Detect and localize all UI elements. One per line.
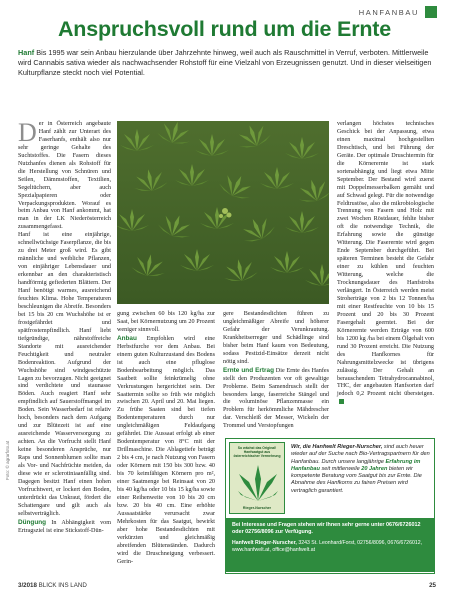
headline: Anspruchsvoll rund um die Ernte (57, 17, 392, 41)
harvest-text: Die Ernte des Hanfes stellt den Produzenten vor oft gewaltige Probleme. Beim Samendrusch stellt der besonders lange, faserreiche Stängel und die voluminöse Pflanzenmasse ein Problem für herkömmliche Mähdrescher dar. Verschleiß der Messer, Wickeln der Trommel und Verstopfungen (223, 367, 329, 430)
ad-company-intro: Wir, die Hanfwelt Rieger-Nurscher, (291, 444, 383, 450)
harvest-continued-text: verlangen höchstes technisches Geschick bei der Anpassung, etwa einen maximal hochgestellten Dreschtisch, und bei Führung der Geräte. Der optimale Druschtermin für die Körnerernte ist stark sortenabhängig und liegt etwa Mitte September. Der Bestand wird zuerst mit Doppelmesserbalken gemäht und auf Schwad gelegt. Für die notwendige Feldtrustöse, also die mikrobiologische Trennung von Fasern und Holz mit zwei Wochen Röstdauer, fehlte bisher oft die notwendige Technik, die Erfahrung sowie die günstige Witterung. Die Faserernte wird gegen Ende September durchgeführt. Bei späteren Terminen besteht die Gefahr einer zu kühlen und feuchten Witterung, welche die Trocknungsdauer des Hanfstrohs verlängert. In Österreich werden meist Stroherträge von 2 bis 12 Tonnen/ha mit einer Restfeuchte von 10 bis 15 Prozent und 20 bis 30 Prozent Fasergehalt geerntet. Bei der Körnerernte werden Erträge von 600 bis 1200 kg /ha bei einem Ölgehalt von rund 30 Prozent erreicht. Die Nutzung des Hanfkornes für Nahrungsmittelzwecke ist übrigens zulässig. Der Gehalt an berauschendem Tetrahydrocannabinol, THC, der angebauten Hanfsorten darf jedoch 0,2 Prozent nicht übersteigen. (337, 121, 434, 398)
density-paragraph: gere Bestandesdichten führen zu ungleichmäßiger Abreife und höherer Gefahr der Verunkrautung. Krankheitserreger und Schädlinge sind bisher beim Hanf kaum von Bedeutung, sodass Pestizid-Einsätze derzeit nicht nötig sind. (223, 311, 329, 365)
subheading-ernte: Ernte und Ertrag (223, 366, 274, 374)
lead-text: Bis 1995 war sein Anbau hierzulande über Jahrzehnte hinweg, weil auch als Rauschmittel in Verruf, verboten. Mittlerweile wird Cannabis sativa wieder als nachwachsender Rohstoff für eine Vielzahl von Erzeugnissen genutzt. Und in dieser vielseitigen Kulturpflanze steckt noch viel Potential. (18, 48, 432, 78)
column-4 (337, 121, 434, 408)
fertilization-continued: gung zwischen 60 bis 120 kg/ha zur Saat, bei Körnernutzung um 20 Prozent weniger sinnvoll. (117, 311, 215, 333)
photo-credit: Foto: © agrarfoto.at (5, 440, 10, 480)
ad-address-text: 3243 St. Leonhard/Forst, 02756/8096, 0676/6726012, (296, 540, 423, 546)
magazine-name: BLICK INS LAND (38, 582, 87, 589)
hemp-leaf-icon (238, 461, 278, 503)
fertilization-text: In Abhängigkeit vom Ertragsziel ist eine Stickstoff-Dün- (18, 519, 111, 534)
intro-text: er in Österreich angebaute Hanf zählt zur Unterart des Faserhanfs, enthält also nur sehr geringe Gehalte des Suchtstoffes. Die Fasern dieses Nutzhanfes dienen als Rohstoff für die Herstellung von Schnüren und Seilen, Dämmstoffen, Textilien, Segeltüchern, aber auch Spezialpapieren oder Verpackungsprodukten. Worauf es beim Anbau von Hanf ankommt, hat man in der LK Niederösterreich zusammengefasst. (18, 121, 111, 231)
footer-issue (18, 582, 87, 589)
seed-stamp: So wächst das Original! Hanfsaatgut aus österreichischer Vermehrung (233, 446, 281, 458)
ad-highlight-years: 20 Jahren (361, 465, 388, 472)
hemp-field-photo (117, 121, 329, 304)
lead-paragraph (18, 48, 438, 79)
ad-web-link[interactable]: www.hanfwelt.at, office@hanfwelt.at (232, 547, 316, 554)
sowing-text: Empfohlen wird eine Herbstfurche vor dem Anbau. Bei einem guten Kulturzustand des Bodens ist auch eine pfluglose Bodenbearbeitung möglich. Das Saatbett sollte feinkrümelig ohne Verkrustungen hergerichtet sein. Der Saattermin sollte so früh wie möglich zwischen 20. April und 20. Mai liegen. Zu frühe Saaten sind bei tiefen Bodentemperaturen durch nur ungleichmäßigen Feldaufgang gefährdet. Die Aussaat erfolgt ab einer Bodentemperatur von 8°C mit der Drillmaschine. Die Ablagetiefe beträgt 2 bis 4 cm, je nach Nutzung von Fasern oder Körnern mit 150 bis 300 bzw. 40 bis 70 keimfähigen Körnern pro m², einer Saatmenge bei Reinsaat von 20 bis 40 kg/ha oder 10 bis 15 kg/ha sowie einer Reihenweite von 10 bis 20 cm bzw. 20 bis 40 cm. Eine erhöhte Aussaatstärke verursacht zwar Mehrkosten für das Saatgut, bewirkt aber hohe Bestandesdichten mit verkürzten und gleichmäßig abreifenden Blütenständen. Dadurch wird die Druschneigung verbessert. Gerin- (117, 335, 215, 565)
issue-number: 3/2018 (18, 582, 37, 589)
ad-text-part: bieten wir kompetente Beratung vom Saatgut bis zur Ernte. Die Abnahme des Hanfkorns zu fairen Preisen wird vertraglich garantiert. (291, 465, 422, 494)
advertisement (225, 438, 435, 574)
fertilization-paragraph (18, 519, 111, 536)
climate-paragraph: Hanf ist eine einjährige, schnellwüchsige Faserpflanze, die bis zu drei Meter groß wird. Es gibt männliche und weibliche Pflanzen, von einjähriger Lebensdauer und erkennbar an den charakteristisch handförmig gefiederten Blättern. Der Hanf benötigt warmes, ausreichend feuchtes Klima. Hohe Temperaturen beschleunigen die Abreife. Besonders bei 15 bis 20 cm Wuchshöhe ist er frostgefährdet und spätfrostempfindlich. Hanf liebt tiefgründige, nährstoffreiche Standorte mit ausreichender Feuchtigkeit und neutraler Bodenreaktion. Aufgrund der Wuchshöhe sind windgeschützte Lagen zu bevorzugen. Nicht geeignet sind verdichtete und staunasse Böden. Auch reagiert Hanf sehr empfindlich auf Sauerstoffmangel im Boden. Sein Wasserbedarf ist relativ hoch, besonders nach dem Aufgang und zur Blütezeit ist auf eine ausreichende Wasserversorgung zu achten. An die Vorfrucht stellt Hanf keine besonderen Ansprüche, nur Raps und Sonnenblumen sollte man als Vor- und Nachfrüchte meiden, da diese wie er sclerotiniaanfällig sind. Dagegen besitzt Hanf einen hohen Vorfruchtwert, er lockert den Boden, unterdrückt das Unkraut, fördert die Schattengare und gilt auch als selbstverträglich. (18, 232, 111, 517)
section-label: HANFANBAU (358, 8, 419, 17)
ad-address (232, 540, 430, 554)
drop-cap: D (18, 118, 37, 147)
seed-package-image (229, 442, 285, 514)
column-1 (18, 118, 111, 536)
lead-keyword: Hanf (18, 48, 35, 57)
harvest-continued (337, 121, 434, 408)
hemp-plants-image (117, 121, 329, 304)
ad-text-part: seit mittlerweile (319, 465, 362, 472)
column-3 (223, 311, 329, 431)
ad-text (291, 444, 433, 495)
harvest-paragraph (223, 367, 329, 432)
ad-top (229, 442, 433, 514)
sowing-paragraph (117, 335, 215, 567)
ad-contact-band (226, 518, 434, 572)
seed-brand: Rieger-Nurscher (242, 506, 272, 510)
ad-highlight-experience: Erfahrung im Hanfanbau (291, 458, 421, 472)
ad-contact-head: Bei Interesse und Fragen stehen wir Ihnen sehr gerne unter 0676/6726012 oder 02756/8096 zur Verfügung. (232, 522, 421, 535)
subheading-anbau: Anbau (117, 334, 137, 342)
end-mark (339, 399, 344, 404)
ad-company-name: Hanfwelt Rieger-Nurscher, (232, 540, 297, 546)
intro-paragraph (18, 118, 111, 232)
ad-text-part: sind auch heuer wieder auf der Suche nach Bio-Vertragspartnern für den Hanfanbau. Durch unsere langjährige (291, 444, 430, 465)
page-number: 25 (429, 582, 436, 589)
subheading-duengung: Düngung (18, 518, 47, 526)
column-2 (117, 311, 215, 567)
